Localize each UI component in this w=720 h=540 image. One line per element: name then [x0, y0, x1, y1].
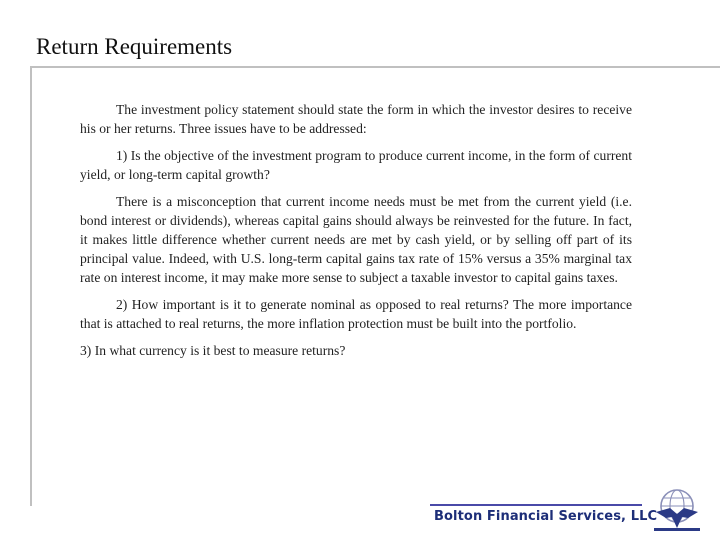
company-name: Bolton Financial Services, LLC	[434, 509, 658, 524]
issue-2-paragraph: 2) How important is it to generate nominal as opposed to real returns? The more importance that is attached to real returns, the more inflation protection must be built into the portfolio.	[80, 297, 632, 331]
intro-paragraph: The investment policy statement should state the form in which the investor desires to receive his or her returns. Three issues have to be addressed:	[80, 102, 632, 136]
globe-eagle-logo-icon	[650, 484, 704, 534]
issue-3-paragraph: 3) In what currency is it best to measure returns?	[80, 343, 346, 358]
title-divider	[30, 66, 720, 68]
misconception-paragraph: There is a misconception that current income needs must be met from the current yield (i.e. bond interest or dividends), whereas capital gains should always be reinvested for the future. In fact, it makes little difference whether current needs are met by cash yield, or by selling off part of its principal value. Indeed, with U.S. long-term capital gains tax rate of 15% versus a 35% marginal tax rate on interest income, it may make more sense to subject a taxable investor to capital gains taxes.	[80, 194, 632, 285]
issue-1-paragraph: 1) Is the objective of the investment program to produce current income, in the form of current yield, or long-term capital growth?	[80, 148, 632, 182]
footer-divider	[430, 504, 642, 506]
body-text	[80, 100, 632, 368]
page-title: Return Requirements	[36, 34, 233, 59]
left-divider	[30, 66, 32, 506]
